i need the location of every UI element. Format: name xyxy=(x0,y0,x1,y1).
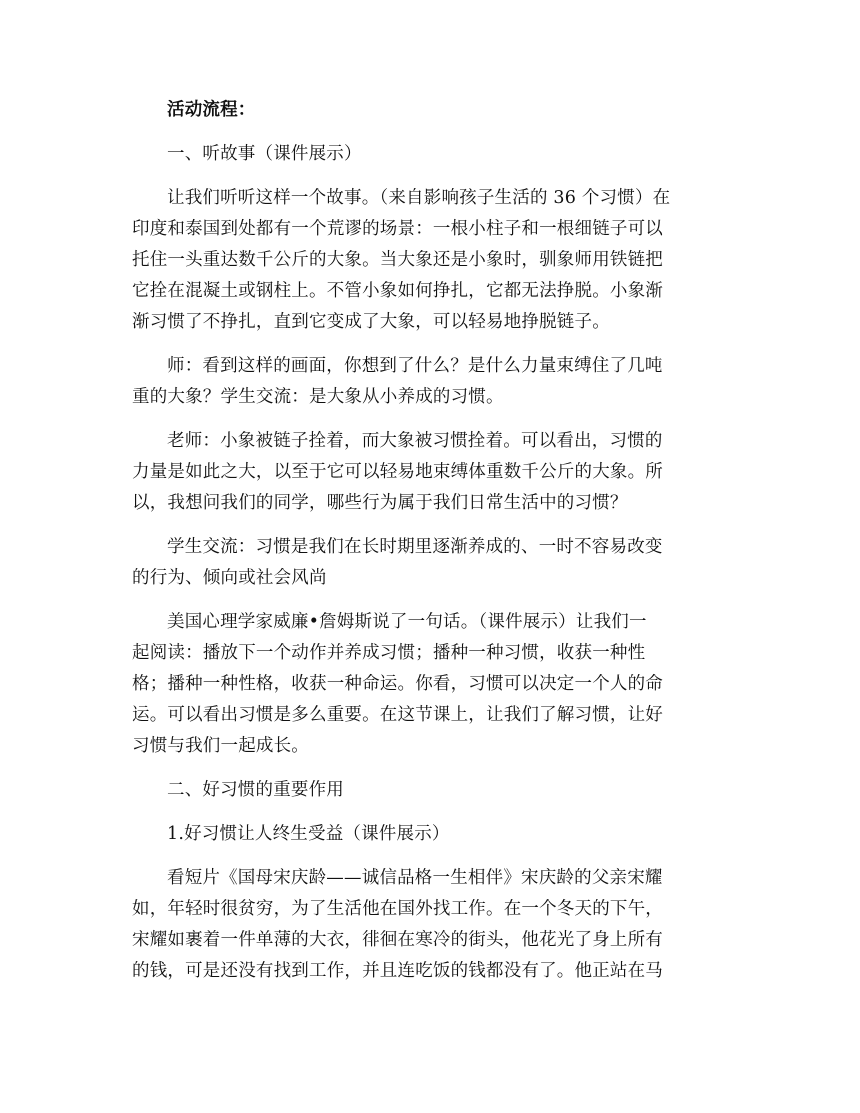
section-heading: 活动流程： xyxy=(167,100,256,120)
text-line: 以，我想问我们的同学，哪些行为属于我们日常生活中的习惯？ xyxy=(132,493,628,513)
paragraph xyxy=(132,139,730,170)
text-line: 它拴在混凝土或钢柱上。不管小象如何挣扎，它都无法挣脱。小象渐 xyxy=(132,281,663,301)
text-line: 老师：小象被链子拴着，而大象被习惯拴着。可以看出，习惯的 xyxy=(167,431,663,451)
text-line: 美国心理学家威廉•詹姆斯说了一句话。（课件展示）让我们一 xyxy=(167,612,647,632)
text-line: 起阅读：播放下一个动作并养成习惯；播种一种习惯，收获一种性 xyxy=(132,643,646,663)
text-line: 看短片《国母宋庆龄——诚信品格一生相伴》宋庆龄的父亲宋耀 xyxy=(167,868,663,888)
text-line: 的行为、倾向或社会风尚 xyxy=(132,568,327,588)
text-line: 师：看到这样的画面，你想到了什么？是什么力量束缚住了几吨 xyxy=(167,356,663,376)
text-line: 的钱，可是还没有找到工作，并且连吃饭的钱都没有了。他正站在马 xyxy=(132,961,663,981)
paragraph xyxy=(132,426,730,519)
text-line: 印度和泰国到处都有一个荒谬的场景：一根小柱子和一根细链子可以 xyxy=(132,219,663,239)
text-line: 习惯与我们一起成长。 xyxy=(132,736,309,756)
text-line: 学生交流：习惯是我们在长时期里逐渐养成的、一时不容易改变 xyxy=(167,537,663,557)
document-page xyxy=(132,95,730,1000)
text-line: 力量是如此之大，以至于它可以轻易地束缚体重数千公斤的大象。所 xyxy=(132,462,663,482)
paragraph xyxy=(132,607,730,762)
paragraph xyxy=(132,532,730,594)
document-body xyxy=(132,139,730,987)
paragraph xyxy=(132,819,730,850)
paragraph xyxy=(132,351,730,413)
text-line: 1.好习惯让人终生受益（课件展示） xyxy=(167,824,450,844)
text-line: 如，年轻时很贫穷，为了生活他在国外找工作。在一个冬天的下午， xyxy=(132,899,663,919)
text-line: 渐习惯了不挣扎，直到它变成了大象，可以轻易地挣脱链子。 xyxy=(132,312,610,332)
text-line: 托住一头重达数千公斤的大象。当大象还是小象时，驯象师用铁链把 xyxy=(132,250,663,270)
paragraph xyxy=(132,775,730,806)
text-line: 格；播种一种性格，收获一种命运。你看，习惯可以决定一个人的命 xyxy=(132,674,663,694)
text-line: 二、好习惯的重要作用 xyxy=(167,780,344,800)
text-line: 宋耀如裹着一件单薄的大衣，徘徊在寒冷的街头，他花光了身上所有 xyxy=(132,930,663,950)
text-line: 运。可以看出习惯是多么重要。在这节课上，让我们了解习惯，让好 xyxy=(132,705,663,725)
text-line: 重的大象？学生交流：是大象从小养成的习惯。 xyxy=(132,387,504,407)
paragraph xyxy=(132,863,730,987)
text-line: 一、听故事（课件展示） xyxy=(167,144,362,164)
text-line: 让我们听听这样一个故事。（来自影响孩子生活的 36 个习惯）在 xyxy=(167,188,671,208)
paragraph xyxy=(132,183,730,338)
